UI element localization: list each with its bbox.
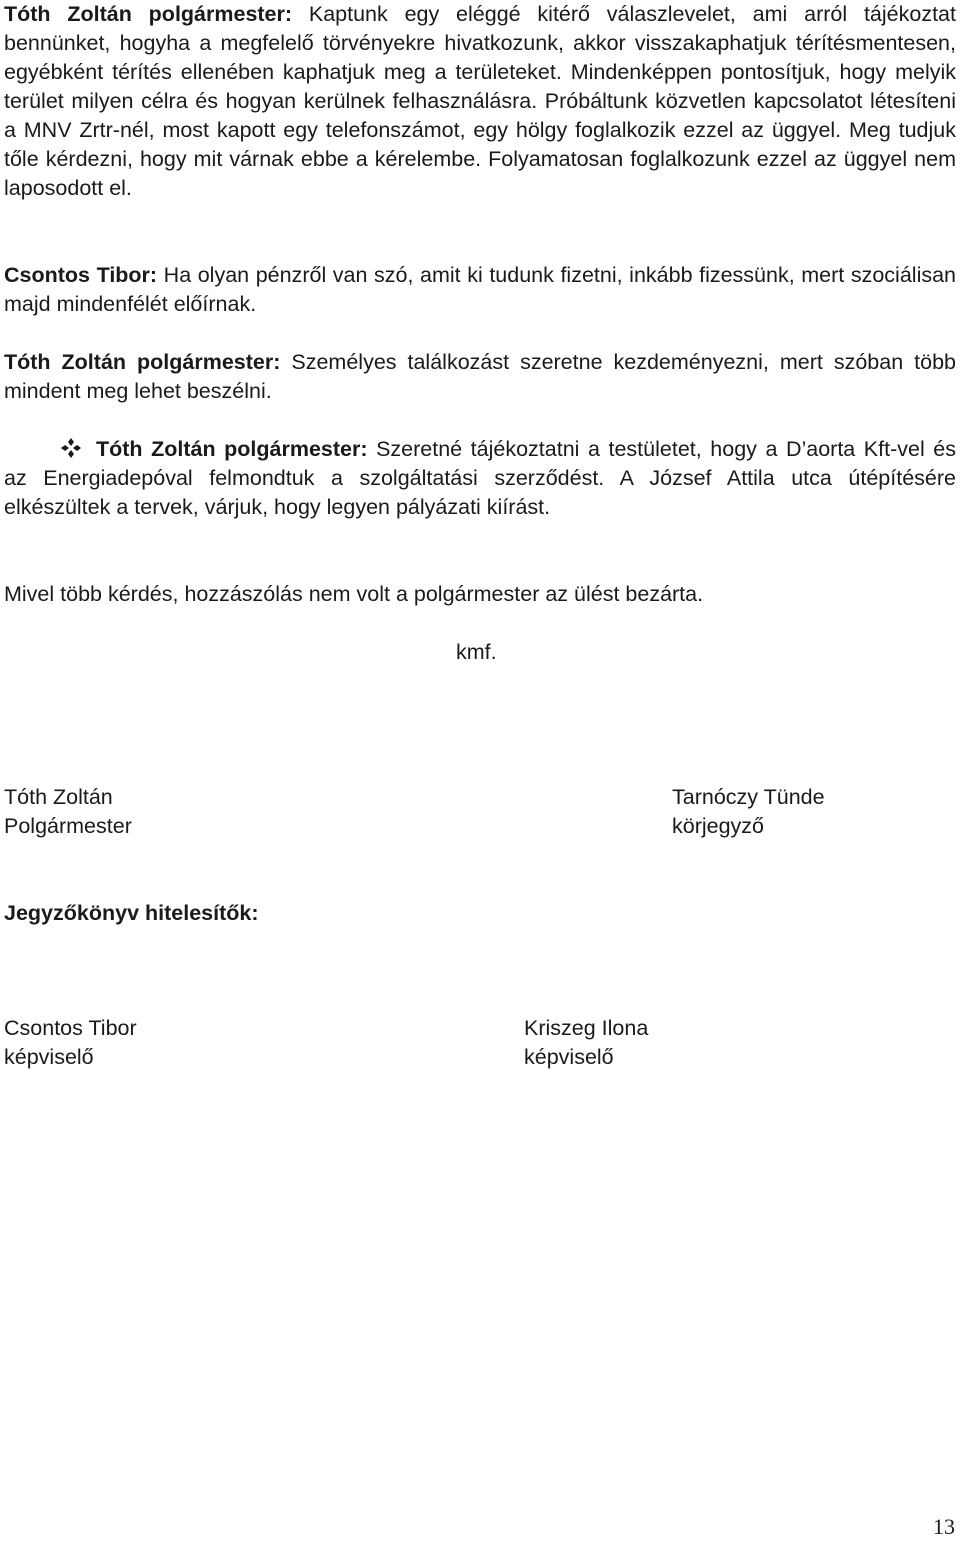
paragraph-text: Kaptunk egy eléggé kitérő válaszlevelet, ami arról tájékoztat bennünket, hogyha a megfelelő törvényekre hivatkozunk, akkor visszakaphatjuk térítésmentesen, egyébként térítés ellenében kaphatjuk meg a területeket. Mindenképpen pontosítjuk, hogy melyik terület milyen célra és hogyan kerülnek felhasználásra. Próbáltunk közvetlen kapcsolatot létesíteni a MNV Zrtr-nél, most kapott egy telefonszámot, egy hölgy foglalkozik ezzel az üggyel. Meg tudjuk tőle kérdezni, hogy mit várnak ebbe a kérelembe. Folyamatosan foglalkozunk ezzel az üggyel nem laposodott el. [4,2,956,200]
paragraph-text: Szeretné tájékoztatni a testületet, hogy a D’aorta Kft-vel és az Energiadepóval felmondtuk a szolgáltatási szerződést. A József Attila utca útépítésére elkészültek a tervek, várjuk, hogy legyen pályázati kiírást. [4,437,956,519]
speaker-label: Csontos Tibor: [4,263,158,287]
authenticator-kriszeg [524,1014,648,1072]
closing-statement: Mivel több kérdés, hozzászólás nem volt a polgármester az ülést bezárta. [4,582,704,606]
authenticator-role: képviselő [4,1045,94,1069]
signatory-mayor [4,783,132,841]
signatory-name: Tarnóczy Tünde [672,785,825,809]
signatory-role: Polgármester [4,814,132,838]
authenticator-name: Csontos Tibor [4,1016,137,1040]
paragraph-csontos [4,261,956,319]
diamond-bullet-icon [60,437,82,457]
authenticator-role: képviselő [524,1045,614,1069]
speaker-label: Tóth Zoltán polgármester: [4,350,281,374]
signatory-name: Tóth Zoltán [4,785,113,809]
authenticator-name: Kriszeg Ilona [524,1016,649,1040]
signatory-role: körjegyző [672,814,765,838]
authenticators-heading: Jegyzőkönyv hitelesítők: [4,901,259,925]
paragraph-toth-bullet [4,435,956,522]
page-number: 13 [933,1514,955,1539]
paragraph-toth-1 [4,0,956,203]
paragraph-toth-2 [4,348,956,406]
speaker-label: Tóth Zoltán polgármester: [96,437,368,461]
paragraph-text: Személyes találkozást szeretne kezdeményezni, mert szóban több mindent meg lehet beszélni. [4,350,956,403]
authenticator-csontos [4,1014,137,1072]
kmf-label: kmf. [456,640,497,664]
speaker-label: Tóth Zoltán polgármester: [4,2,293,26]
paragraph-text: Ha olyan pénzről van szó, amit ki tudunk fizetni, inkább fizessünk, mert szociálisan majd mindenfélét előírnak. [4,263,957,316]
signatory-notary [672,783,825,841]
